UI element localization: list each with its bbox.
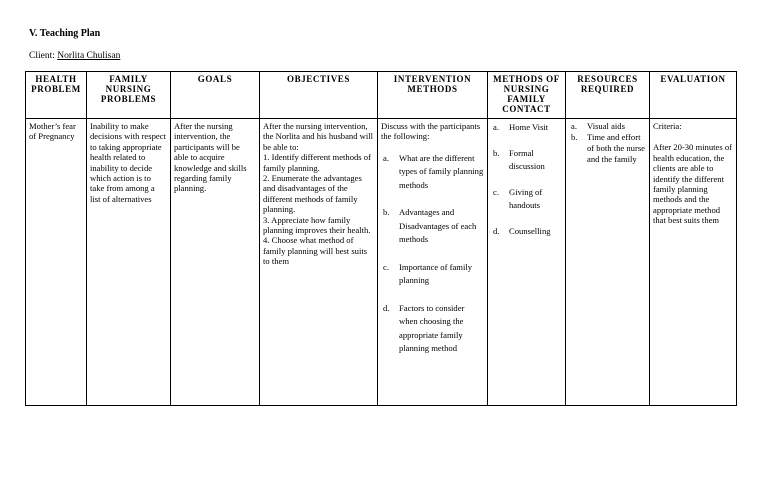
health-problem-text: Mother’s fear of Pregnancy [29,121,76,142]
cell-resources [566,119,650,406]
contact-method-text: Counselling [509,226,551,236]
intervention-intro: Discuss with the participants the following: [381,121,481,142]
list-item [571,132,646,165]
header-intervention-methods: INTERVENTION METHODS [378,72,488,119]
cell-family-nursing-problem [87,119,171,406]
list-item [571,121,646,132]
list-item [383,152,484,193]
list-item [493,225,562,238]
objectives-text: After the nursing intervention, the Norlita and his husband will be able to: 1. Identify different methods of family planning. 2. Enumerate the advantages and disadvantages of the different methods of family planning. 3. Appreciate how family planning improves their health. 4. Choose what method of family planning will best suits to them [263,121,374,267]
evaluation-text: After 20-30 minutes of health education, the clients are able to identify the different family planning methods and the appropriate method that best suits them [653,142,732,226]
list-marker: c. [383,261,389,272]
contact-method-text: Giving of handouts [509,187,543,210]
list-item [383,206,484,247]
list-marker: a. [571,121,577,131]
contact-method-text: Home Visit [509,122,549,132]
header-methods-of-contact: METHODS OF NURSING FAMILY CONTACT [488,72,566,119]
contact-method-text: Formal discussion [509,148,545,171]
list-marker: a. [383,152,389,163]
header-family-nursing-problems: FAMILY NURSING PROBLEMS [87,72,171,119]
cell-evaluation [650,119,737,406]
goals-text: After the nursing intervention, the participants will be able to acquire knowledge and skills regarding family planning. [174,121,247,194]
table-row [26,119,737,406]
resource-text: Time and effort of both the nurse and the family [587,132,645,164]
evaluation-criteria-label: Criteria: [653,121,682,131]
list-item [493,147,562,173]
list-item [383,302,484,356]
intervention-item-text: What are the different types of family planning methods [399,152,484,190]
intervention-item-text: Factors to consider when choosing the appropriate family planning method [399,302,465,354]
intervention-list [381,152,484,356]
resource-text: Visual aids [587,121,625,131]
cell-goals [171,119,260,406]
header-objectives: OBJECTIVES [260,72,378,119]
cell-objectives [260,119,378,406]
header-evaluation: EVALUATION [650,72,737,119]
family-nursing-problem-text: Inability to make decisions with respect to taking appropriate health related to inability to decide which action is to take from among a list of alternatives [90,121,166,204]
header-goals: GOALS [171,72,260,119]
list-marker: d. [493,226,500,236]
intervention-item-text: Importance of family planning [399,261,473,286]
client-name: Norlita Chulisan [57,51,121,61]
list-marker: b. [383,207,390,218]
list-item [493,121,562,134]
section-title: V. Teaching Plan [29,28,101,39]
header-resources-required: RESOURCES REQUIRED [566,72,650,119]
list-marker: b. [571,132,578,142]
header-health-problem: HEALTH PROBLEM [26,72,87,119]
list-marker: c. [493,187,499,197]
list-item [493,186,562,212]
list-marker: d. [383,302,390,313]
teaching-plan-table [25,71,737,406]
list-marker: a. [493,122,499,132]
resources-list [569,121,646,165]
intervention-item-text: Advantages and Disadvantages of each methods [399,207,477,245]
client-line [29,51,120,61]
client-label: Client: [29,51,58,61]
header-row [26,72,737,119]
list-marker: b. [493,148,500,158]
cell-contact-methods [488,119,566,406]
cell-intervention-methods [378,119,488,406]
contact-methods-list [491,121,562,238]
list-item [383,261,484,288]
cell-health-problem [26,119,87,406]
